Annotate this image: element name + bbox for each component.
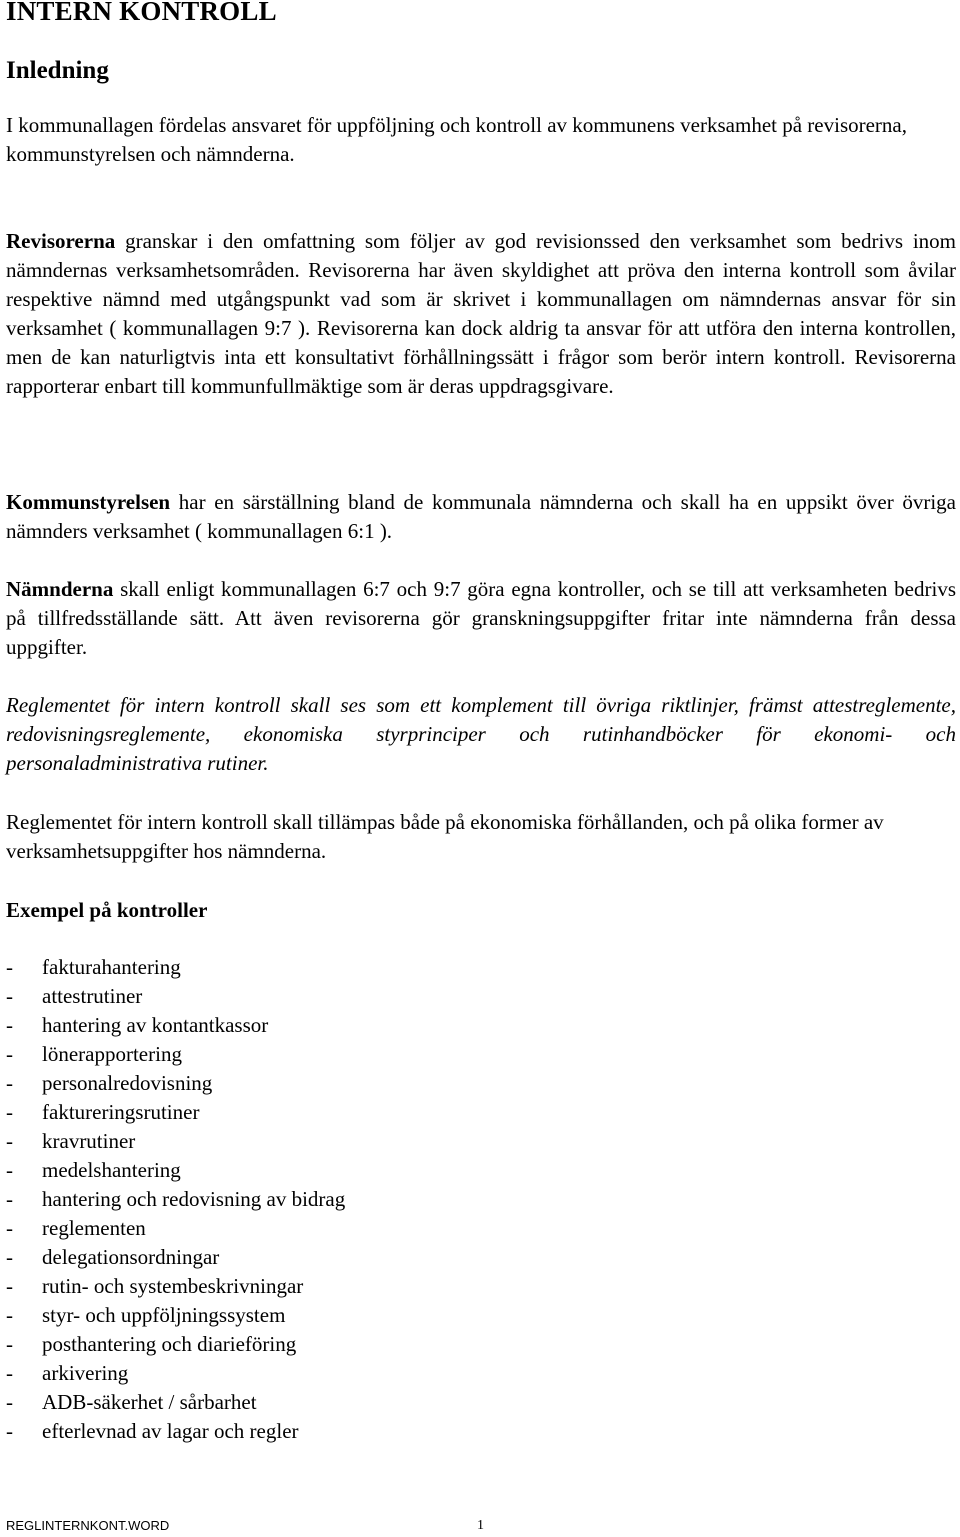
list-item-text: faktureringsrutiner [42,1100,200,1124]
namnderna-paragraph [6,575,956,662]
list-item-text: attestrutiner [42,984,143,1008]
intro-paragraph: I kommunallagen fördelas ansvaret för uppföljning och kontroll av kommunens verksamhet på revisorerna, kommunstyrelsen och nämnderna. [6,113,907,166]
revisorerna-term: Revisorerna [6,229,116,253]
list-dash: - [6,1303,13,1327]
list-item-text: kravrutiner [42,1129,136,1153]
list-dash: - [6,1274,13,1298]
list-item [6,982,345,1011]
list-item [6,1011,345,1040]
list-item [6,1127,345,1156]
list-item-text: ADB-säkerhet / sårbarhet [42,1390,257,1414]
list-dash: - [6,1013,13,1037]
list-dash: - [6,984,13,1008]
list-item-text: hantering av kontantkassor [42,1013,269,1037]
namnderna-text: skall enligt kommunallagen 6:7 och 9:7 göra egna kontroller, och se till att verksamheten bedrivs på tillfredsställande sätt. Att även revisorerna gör granskningsuppgifter fritar inte nämnderna från dessa uppgifter. [6,577,956,659]
list-item-text: personalredovisning [42,1071,213,1095]
kommunstyrelsen-term: Kommunstyrelsen [6,490,171,514]
list-dash: - [6,1158,13,1182]
examples-list [6,953,345,1446]
revisorerna-text: granskar i den omfattning som följer av god revisionssed den verksamhet som bedrivs inom nämndernas verksamhetsområden. Revisorerna har även skyldighet att pröva den interna kontroll som åvilar respektive nämnd med utgångspunkt vad som är skrivet i kommunallagen om nämndernas ansvar för sin verksamhet ( kommunallagen 9:7 ). Revisorerna kan dock aldrig ta ansvar för att utföra den interna kontrollen, men de kan naturligtvis inta ett konsultativt förhållningssätt i frågor som berör intern kontroll. Revisorerna rapporterar enbart till kommunfullmäktige som är deras uppdragsgivare. [6,229,956,398]
list-item-text: posthantering och diarieföring [42,1332,297,1356]
list-item-text: medelshantering [42,1158,181,1182]
list-item-text: efterlevnad av lagar och regler [42,1419,299,1443]
list-dash: - [6,955,13,979]
list-dash: - [6,1100,13,1124]
kommunstyrelsen-text: har en särställning bland de kommunala nämnderna och skall ha en uppsikt över övriga nämnders verksamhet ( kommunallagen 6:1 ). [6,490,956,543]
list-item [6,1272,345,1301]
list-item-text: fakturahantering [42,955,181,979]
list-item [6,1069,345,1098]
list-item-text: rutin- och systembeskrivningar [42,1274,304,1298]
list-item [6,1214,345,1243]
list-item [6,953,345,982]
document-title: INTERN KONTROLL [6,0,277,26]
footer-page-number: 1 [477,1518,484,1533]
list-dash: - [6,1042,13,1066]
kommunstyrelsen-paragraph [6,488,956,546]
list-item-text: styr- och uppföljningssystem [42,1303,286,1327]
list-dash: - [6,1216,13,1240]
list-dash: - [6,1361,13,1385]
list-dash: - [6,1245,13,1269]
list-item-text: reglementen [42,1216,146,1240]
reglemente-italic-paragraph: Reglementet för intern kontroll skall ses som ett komplement till övriga riktlinjer, främst attestreglemente, redovisningsreglemente, ekonomiska styrprinciper och rutinhandböcker för ekonomi- och personaladministrativa rutiner. [6,693,956,775]
list-item-text: arkivering [42,1361,129,1385]
examples-heading: Exempel på kontroller [6,898,208,922]
list-item [6,1185,345,1214]
list-item [6,1040,345,1069]
list-dash: - [6,1390,13,1414]
list-dash: - [6,1129,13,1153]
list-item [6,1156,345,1185]
revisorerna-paragraph [6,227,956,401]
list-dash: - [6,1187,13,1211]
list-dash: - [6,1071,13,1095]
list-item [6,1301,345,1330]
list-item [6,1243,345,1272]
section-heading-inledning: Inledning [6,57,109,84]
list-dash: - [6,1419,13,1443]
list-item [6,1098,345,1127]
list-item [6,1388,345,1417]
reglemente-paragraph: Reglementet för intern kontroll skall tillämpas både på ekonomiska förhållanden, och på olika former av verksamhetsuppgifter hos nämnderna. [6,810,884,863]
list-item-text: delegationsordningar [42,1245,220,1269]
list-dash: - [6,1332,13,1356]
namnderna-term: Nämnderna [6,577,114,601]
list-item [6,1417,345,1446]
list-item [6,1359,345,1388]
list-item-text: hantering och redovisning av bidrag [42,1187,346,1211]
list-item-text: lönerapportering [42,1042,182,1066]
footer-filename: REGLINTERNKONT.WORD [6,1518,170,1533]
list-item [6,1330,345,1359]
